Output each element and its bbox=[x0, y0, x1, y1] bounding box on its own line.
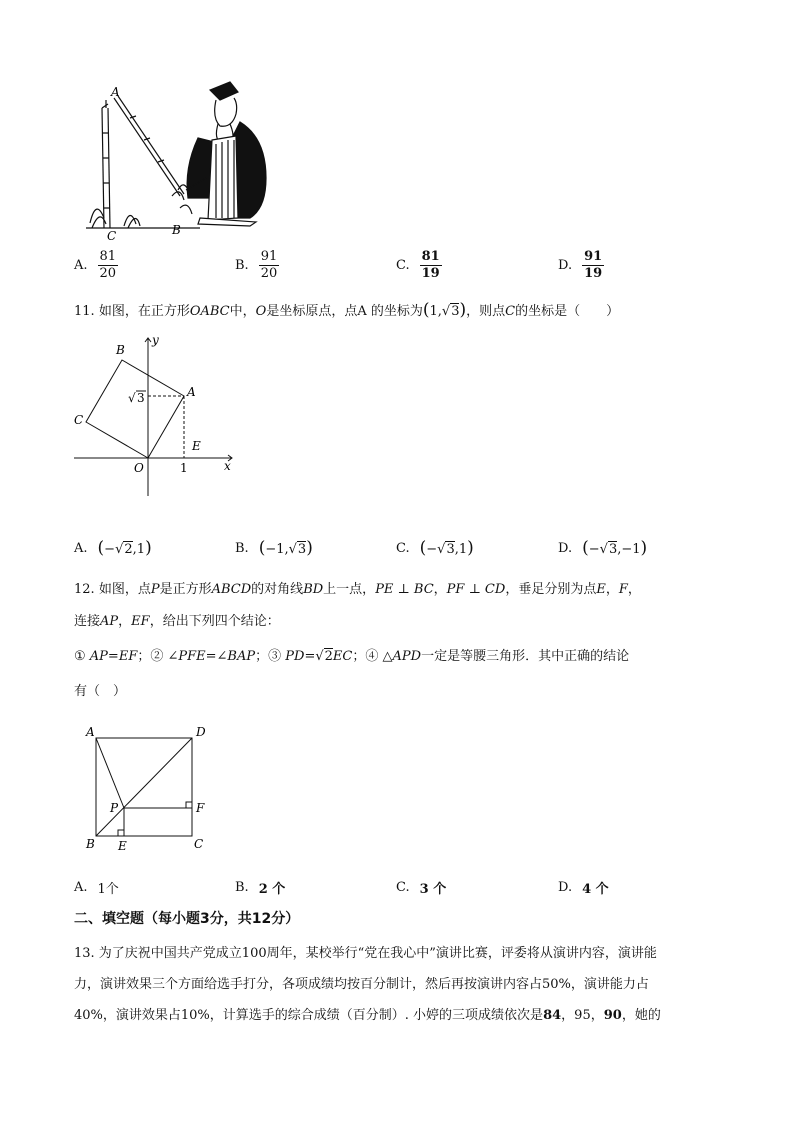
label-x: x bbox=[224, 459, 231, 473]
label-b: B bbox=[172, 223, 181, 237]
label-a: A bbox=[86, 725, 95, 739]
label-f: F bbox=[196, 801, 205, 815]
svg-text:√: √ bbox=[128, 391, 136, 405]
q13-line2: 力，演讲效果三个方面给选手打分，各项成绩均按百分制计，然后再按演讲内容占50%，演讲能力占 bbox=[74, 977, 649, 992]
q11-option-a[interactable]: A. (−√2,1) bbox=[74, 538, 152, 558]
q10-option-b[interactable]: B. $\frac{91}{20}$ bbox=[235, 249, 278, 281]
q13-line3: 40%，演讲效果占10%，计算选手的综合成绩（百分制）. 小婷的三项成绩依次是84，95，90，她的 bbox=[74, 1008, 661, 1023]
q12-square-figure bbox=[80, 724, 220, 856]
label-root3: 3 bbox=[137, 391, 145, 405]
label-e: E bbox=[192, 439, 201, 453]
label-p: P bbox=[110, 801, 119, 815]
fraction: $\frac{91}{20}$ bbox=[260, 249, 278, 281]
label-a: A bbox=[187, 385, 196, 399]
q10-option-a[interactable]: A. $\frac{81}{20}$ bbox=[74, 249, 117, 281]
label-y: y bbox=[152, 333, 159, 347]
label-b: B bbox=[86, 837, 95, 851]
q12-option-d[interactable]: D. 4 个 bbox=[558, 880, 609, 897]
q11-option-c[interactable]: C. (−√3,1) bbox=[396, 538, 474, 558]
q12-option-b[interactable]: B. 2 个 bbox=[235, 880, 286, 897]
label-d: D bbox=[196, 725, 206, 739]
q12-stem-line4: 有（ ） bbox=[74, 684, 127, 699]
q10-option-d[interactable]: D. $\frac{91}{19}$ bbox=[558, 249, 603, 281]
label-b: B bbox=[116, 343, 125, 357]
label-o: O bbox=[134, 461, 144, 475]
q11-coordinate-figure bbox=[70, 330, 240, 498]
fraction: $\frac{81}{20}$ bbox=[99, 249, 117, 281]
label-c: C bbox=[194, 837, 204, 851]
q11-option-b[interactable]: B. (−1,√3) bbox=[235, 538, 313, 558]
label-a: A bbox=[111, 85, 120, 99]
label-c: C bbox=[74, 413, 84, 427]
q12-stem-line1: 12. 如图，点P是正方形ABCD的对角线BD上一点，PE ⊥ BC，PF ⊥ CD，垂足分别为点E，F， bbox=[74, 582, 641, 597]
bamboo-illustration bbox=[80, 78, 280, 240]
section-title: 二、填空题（每小题3分，共12分） bbox=[74, 911, 300, 927]
fraction: $\frac{81}{19}$ bbox=[421, 249, 440, 281]
q10-option-c[interactable]: C. $\frac{81}{19}$ bbox=[396, 249, 440, 281]
q12-conclusions: ① AP=EF；② ∠PFE=∠BAP；③ PD=√2EC；④ △APD一定是等腰三角形．其中正确的结论 bbox=[74, 649, 630, 664]
fraction: $\frac{91}{19}$ bbox=[584, 249, 603, 281]
q12-option-a[interactable]: A. 1个 bbox=[74, 880, 119, 897]
label-e: E bbox=[118, 839, 127, 853]
q13-line1: 13. 为了庆祝中国共产党成立100周年，某校举行“党在我心中”演讲比赛，评委将从演讲内容，演讲能 bbox=[74, 946, 657, 961]
q11-stem: 11. 如图，在正方形OABC中，O是坐标原点，点A 的坐标为(1,√3)，则点C的坐标是（ ） bbox=[74, 300, 620, 320]
label-one: 1 bbox=[180, 461, 188, 475]
q12-option-c[interactable]: C. 3 个 bbox=[396, 880, 447, 897]
label-c: C bbox=[107, 229, 117, 240]
q12-stem-line2: 连接AP，EF，给出下列四个结论： bbox=[74, 614, 280, 629]
q11-option-d[interactable]: D. (−√3,−1) bbox=[558, 538, 648, 558]
